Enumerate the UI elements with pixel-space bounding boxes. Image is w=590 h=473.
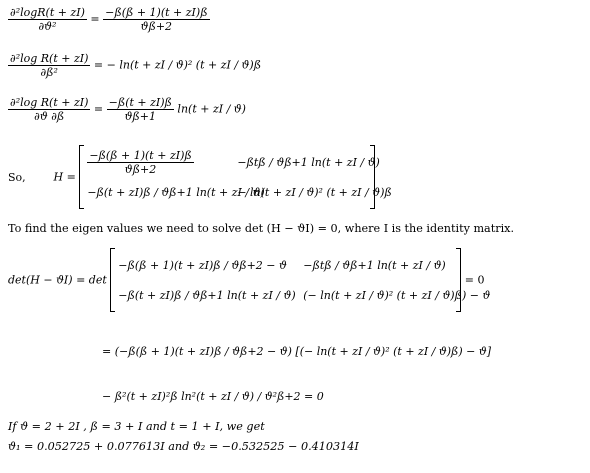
matrix-h-r1c1-den: ϑß+2 <box>124 162 157 176</box>
eq3-rhs-den: ϑß+1 <box>124 110 156 123</box>
eq2-rhs: = − ln(t + zI / ϑ)² (t + zI / ϑ)ß <box>93 58 262 72</box>
matrix-h-symbol: H = <box>53 170 76 184</box>
matrix-h-r1c1-num: −ß(ß + 1)(t + zI)ß <box>89 148 192 162</box>
matrix-h-r2c2: − ln(t + zI / ϑ)² (t + zI / ϑ)ß <box>237 185 392 199</box>
eq3-lhs-num: ∂²log R(t + zI) <box>10 96 89 109</box>
matrix-h-r1c1 <box>87 149 193 176</box>
det-r1c2: −ßtß / ϑß+1 ln(t + zI / ϑ) <box>303 258 446 272</box>
so-label: So, <box>8 170 26 184</box>
eigen-result: ϑ₁ = 0.052725 + 0.077613I and ϑ₂ = −0.532525 − 0.410314I <box>8 440 359 453</box>
eq3-tail: ln(t + zI / ϑ) <box>177 102 246 116</box>
eq2-lhs-num: ∂²log R(t + zI) <box>10 52 89 65</box>
det-rhs: = 0 <box>464 273 485 287</box>
eq1-lhs-den: ∂ϑ² <box>38 20 57 33</box>
eq1-rhs-num: −ß(ß + 1)(t + zI)ß <box>105 6 208 19</box>
det-matrix <box>110 248 491 312</box>
matrix-h-r1c2: −ßtß / ϑß+1 ln(t + zI / ϑ) <box>237 155 380 169</box>
eq1-rhs-fraction <box>103 6 209 33</box>
eq2-lhs-den: ∂ß² <box>40 66 58 79</box>
det-r2c2: (− ln(t + zI / ϑ)² (t + zI / ϑ)ß) − ϑ <box>303 288 491 302</box>
eigen-text: To find the eigen values we need to solve det (H − ϑI) = 0, where I is the identity matrix. <box>8 222 515 235</box>
eq1-lhs-num: ∂²logR(t + zI) <box>10 6 85 19</box>
eq1-rhs-den: ϑß+2 <box>140 20 173 33</box>
matrix-h-r2c1: −ß(t + zI)ß / ϑß+1 ln(t + zI / ϑ) <box>87 185 265 199</box>
equation-3: $\frac{\text{∂²log R(t + zI)}}{\partial ϑ \partial ß}$ = $\frac{-ß(t + zI)ß}{ϑß+1}$ ln(t + zI / ϑ) <box>10 96 246 123</box>
eq1-lhs-fraction <box>8 6 87 33</box>
det-equation <box>8 248 491 312</box>
eq3-lhs-fraction <box>8 96 90 123</box>
det-r1c1: −ß(ß + 1)(t + zI)ß / ϑß+2 − ϑ <box>118 258 287 272</box>
expansion-line-1: = (−ß(ß + 1)(t + zI)ß / ϑß+2 − ϑ) [(− ln(t + zI / ϑ)² (t + zI / ϑ)ß) − ϑ] <box>102 345 492 358</box>
equation-2 <box>8 52 261 79</box>
matrix-h-block <box>8 145 392 209</box>
matrix-h <box>79 145 392 209</box>
eq3-lhs-den: ∂ϑ ∂ß <box>34 110 65 123</box>
eq3-rhs-fraction <box>107 96 174 123</box>
expansion-line-2: − ß²(t + zI)²ß ln²(t + zI / ϑ) / ϑ²ß+2 = 0 <box>102 390 324 403</box>
given-values: If ϑ = 2 + 2I , ß = 3 + I and t = 1 + I, we get <box>8 420 265 433</box>
eq3-rhs-num: −ß(t + zI)ß <box>108 96 172 109</box>
equation-1: $\frac{\text{∂²logR(t + zI)}}{\text{∂ϑ²}}$ = $\frac{-ß(ß + 1)(t + zI)ß}{ϑß+2}$ <box>10 6 208 33</box>
det-r2c1: −ß(t + zI)ß / ϑß+1 ln(t + zI / ϑ) <box>118 288 296 302</box>
det-lhs: det(H − ϑI) = det <box>8 273 107 287</box>
eq2-lhs-fraction <box>8 52 90 79</box>
